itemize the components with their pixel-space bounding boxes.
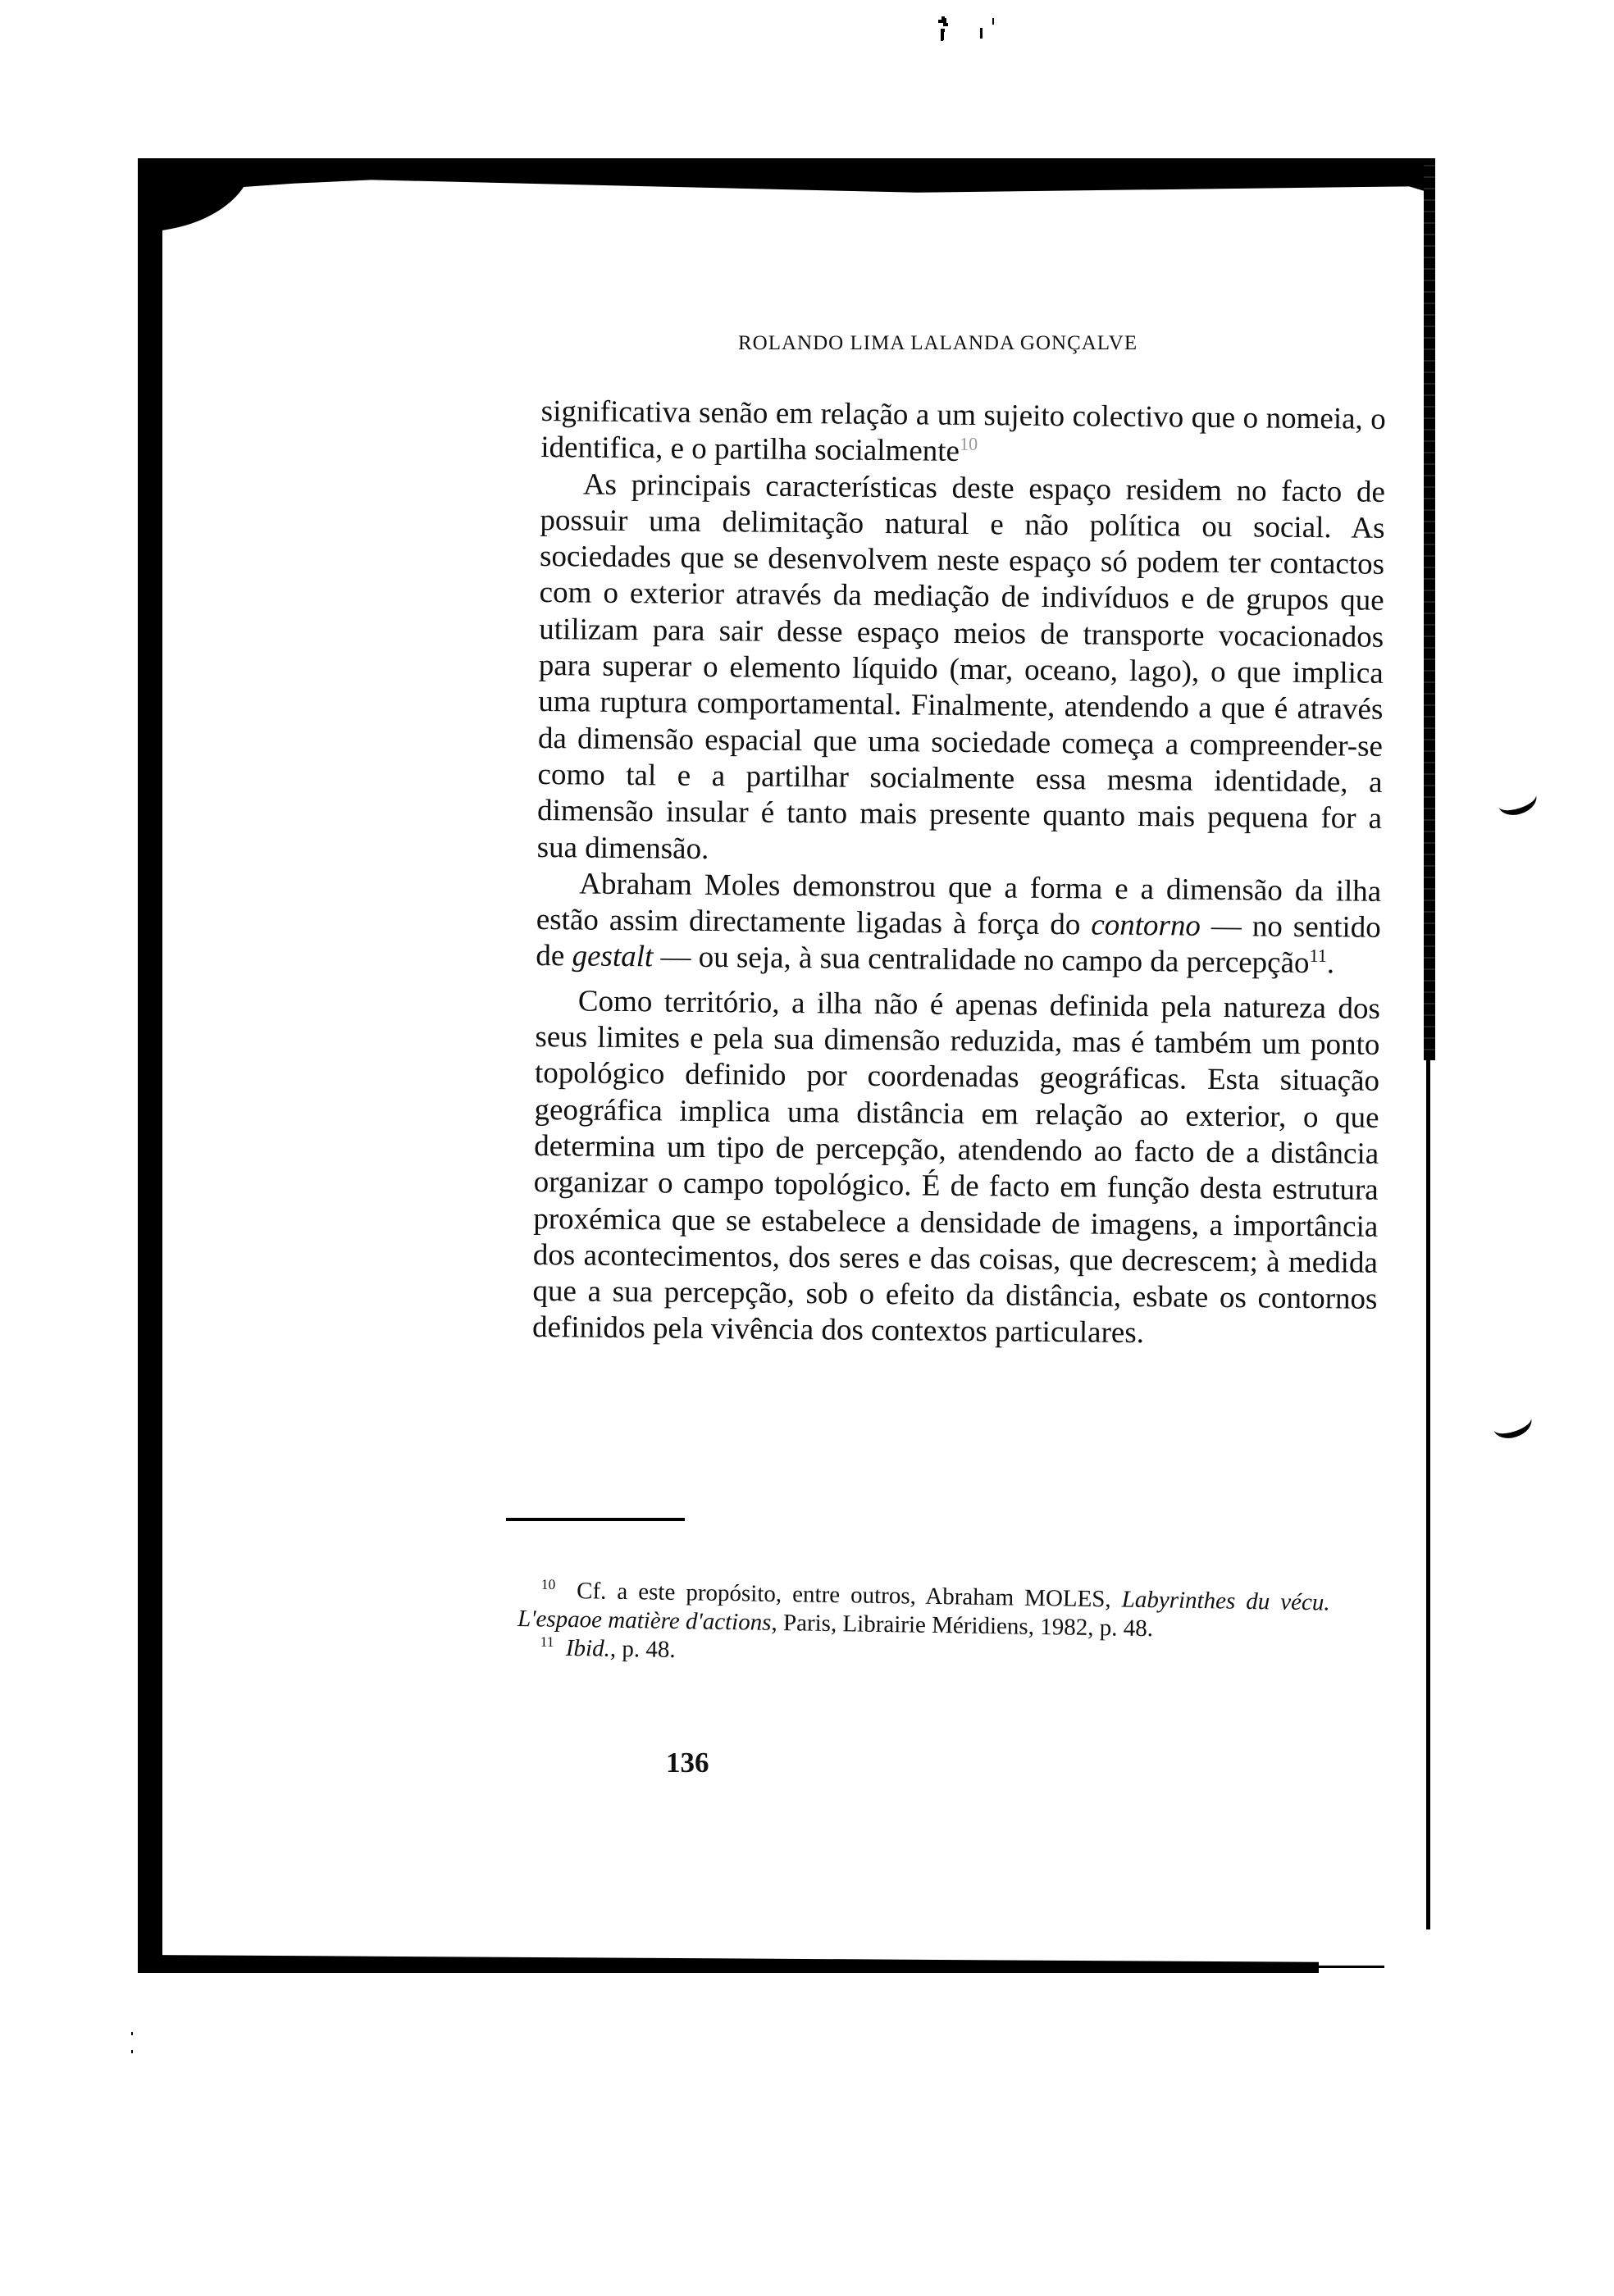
frame-left-border (138, 158, 162, 1973)
footnote-ref-11: 11 (1309, 945, 1328, 967)
scan-speck (938, 20, 942, 23)
paragraph-1 (540, 394, 1386, 474)
footnote-separator (506, 1518, 685, 1521)
scan-speck (131, 2032, 133, 2035)
footnote-10-text-after: , Paris, Librairie Méridiens, 1982, p. 48. (771, 1609, 1154, 1642)
footnote-number: 11 (540, 1633, 554, 1651)
paragraph-2: As principais características deste espaço residem no facto de possuir uma delimitação natural e não política ou social. As sociedades que se desenvolvem neste espaço só podem ter contactos com o exterior através da mediação de indivíduos e de grupos que utilizam para sair desse espaço meios de transporte vocacionados para superar o elemento líquido (mar, oceano, lago), o que implica uma ruptura comportamental. Finalmente, atendendo a que é através da dimensão espacial que uma sociedade começa a compreender-se como tal e a partilhar socialmente essa mesma identidade, a dimensão insular é tanto mais presente quanto mais pequena for a sua dimensão. (536, 467, 1386, 866)
page-number: 136 (666, 1747, 709, 1779)
frame-top-border (138, 158, 1435, 194)
paragraph-3-text-middle: — no sentido de (536, 909, 1381, 973)
frame-bottom-border (138, 1955, 1319, 1973)
running-head: ROLANDO LIMA LALANDA GONÇALVE (738, 332, 1138, 354)
scan-speck (942, 16, 945, 20)
scan-speck (942, 29, 944, 40)
scan-speck (980, 28, 983, 38)
footnotes (517, 1576, 1330, 1675)
scan-speck (131, 2050, 133, 2053)
scan-speck (992, 18, 994, 25)
paragraph-4: Como território, a ilha não é apenas definida pela natureza dos seus limites e pela sua dimensão reduzida, mas é também um ponto topológico definido por coordenadas geográficas. Esta situação geográfica implica uma distância em relação ao exterior, o que determina um tipo de percepção, atendendo ao facto de a distância organizar o campo topológico. É de facto em função desta estrutura proxémica que se estabelece a densidade de imagens, a importância dos acontecimentos, dos seres e das coisas, que decrescem; à medida que a sua percepção, sob o efeito da distância, esbate os contornos definidos pela vivência dos contextos particulares. (531, 984, 1381, 1351)
checkmark-icon (1494, 781, 1540, 819)
footnote-10-title: Labyrinthes du vécu. L'espaoe matière d'actions (517, 1586, 1330, 1636)
footnote-number: 10 (540, 1575, 556, 1593)
footnote-10-text-before: Cf. a este propósito, entre outros, Abraham MOLES, (576, 1578, 1122, 1613)
paragraph-3-text-before: Abraham Moles demonstrou que a forma e a dimensão da ilha estão assim directamente ligadas à força do (536, 867, 1382, 942)
footnote-11-text-after: , p. 48. (609, 1635, 676, 1664)
italic-contorno: contorno (1091, 908, 1201, 943)
footnote-ref-10: 10 (959, 433, 978, 455)
paragraph-3-text-end: . (1326, 946, 1335, 981)
frame-right-border-lower (1426, 1060, 1430, 1929)
italic-gestalt: gestalt (572, 939, 654, 974)
frame-bottom-border-tail (1319, 1966, 1384, 1968)
frame-right-border (1424, 158, 1435, 1060)
paragraph-3-text-after: — ou seja, à sua centralidade no campo da percepção (653, 940, 1310, 981)
scan-speck (943, 23, 948, 26)
body-text (532, 394, 1386, 1355)
checkmark-icon (1489, 1405, 1535, 1442)
paragraph-1-text: significativa senão em relação a um sujeito colectivo que o nomeia, o identifica, e o partilha socialmente (540, 394, 1386, 469)
paragraph-3 (536, 866, 1381, 983)
footnote-11-ibid: Ibid. (565, 1634, 611, 1662)
